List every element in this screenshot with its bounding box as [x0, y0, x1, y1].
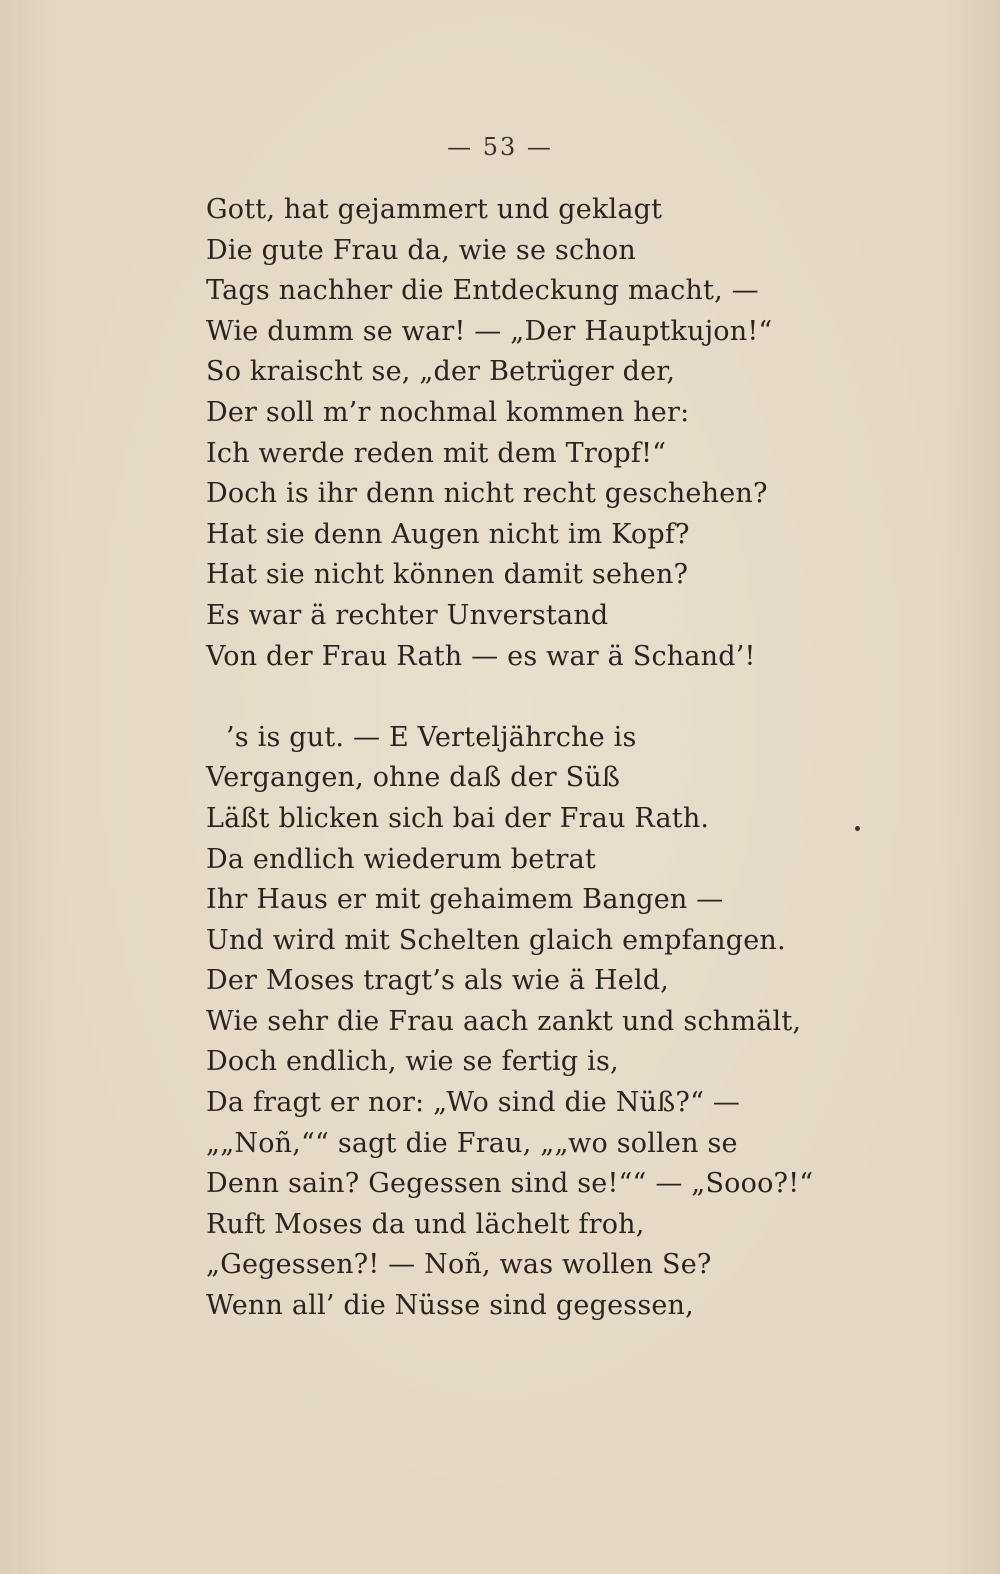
verse-line: Vergangen, ohne daß der Süß	[206, 762, 621, 794]
verse-line: Es war ä rechter Unverstand	[206, 599, 609, 631]
verse-line: Ihr Haus er mit gehaimem Bangen —	[206, 884, 724, 916]
verse-line: Doch endlich, wie se fertig is,	[206, 1046, 619, 1078]
verse-line: Wie dumm se war! — „Der Hauptkujon!“	[206, 315, 773, 347]
verse-line: Doch is ihr denn nicht recht geschehen?	[206, 478, 768, 510]
verse-line: Gott, hat gejammert und geklagt	[206, 194, 663, 225]
verse-line: Der Moses tragt’s als wie ä Held,	[206, 965, 670, 997]
verse-line: Wenn all’ die Nüsse sind gegessen,	[206, 1290, 694, 1322]
verse-line: Und wird mit Schelten glaich empfangen.	[206, 924, 786, 956]
verse-line: Von der Frau Rath — es war ä Schand’!	[206, 640, 756, 672]
page-number: — 53 —	[447, 133, 553, 161]
verse-line: Da fragt er nor: „Wo sind die Nüß?“ —	[206, 1087, 741, 1119]
verse-line: Die gute Frau da, wie se schon	[206, 234, 636, 266]
ink-speck	[855, 826, 860, 831]
verse-line: Wie sehr die Frau aach zankt und schmält,	[206, 1005, 802, 1037]
verse-line: „Gegessen?! — Noñ, was wollen Se?	[206, 1249, 712, 1281]
poem-text	[206, 190, 846, 1327]
verse-line: Hat sie nicht können damit sehen?	[206, 559, 689, 591]
verse-line: „„Noñ,““ sagt die Frau, „„wo sollen se	[206, 1127, 738, 1159]
verse-line: Läßt blicken sich bai der Frau Rath.	[206, 802, 710, 834]
stanza-1	[206, 190, 846, 677]
verse-line: So kraischt se, „der Betrüger der,	[206, 356, 676, 388]
verse-line: ’s is gut. — E Verteljährche is	[226, 721, 637, 753]
verse-line: Denn sain? Gegessen sind se!““ — „Sooo?!“	[206, 1168, 814, 1200]
stanza-2	[206, 718, 846, 1327]
verse-line: Tags nachher die Entdeckung macht, —	[206, 275, 759, 307]
verse-line: Ruft Moses da und lächelt froh,	[206, 1208, 645, 1240]
stanza-break	[206, 677, 846, 718]
verse-line: Hat sie denn Augen nicht im Kopf?	[206, 518, 690, 550]
verse-line: Da endlich wiederum betrat	[206, 843, 596, 875]
verse-line: Der soll m’r nochmal kommen her:	[206, 396, 690, 428]
verse-line: Ich werde reden mit dem Tropf!“	[206, 437, 667, 469]
